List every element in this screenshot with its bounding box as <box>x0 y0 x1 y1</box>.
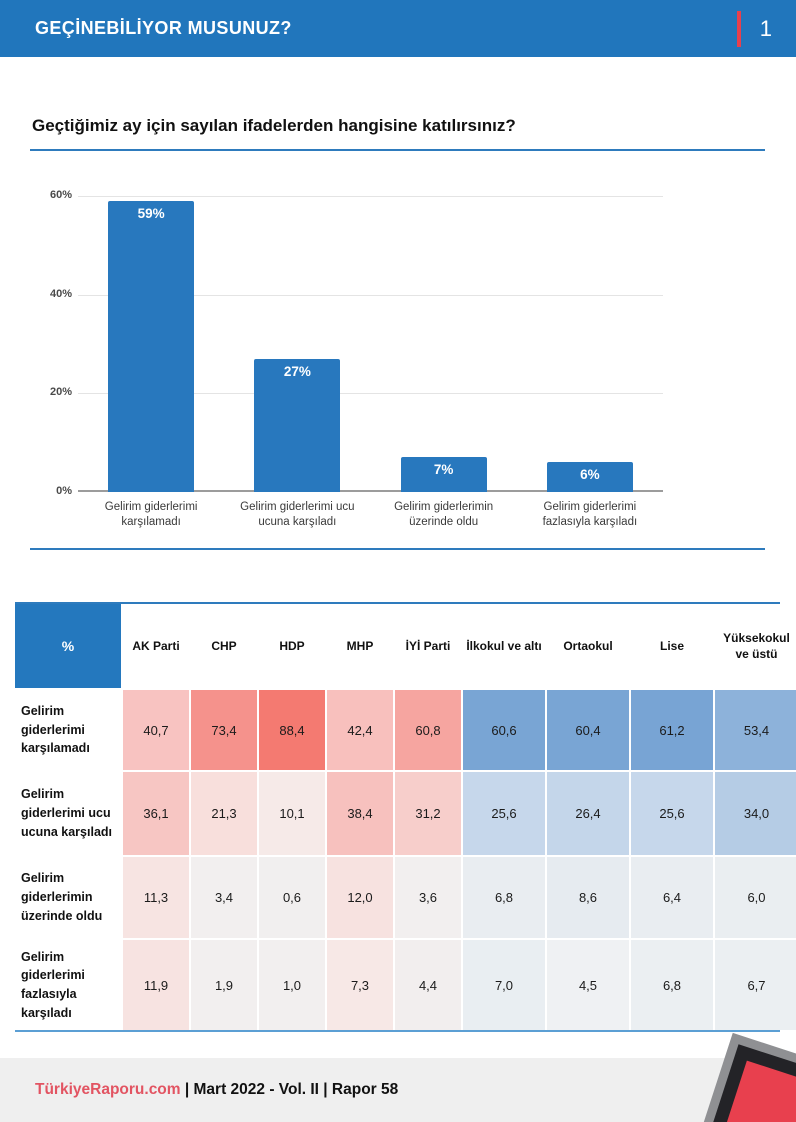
footer-bar <box>0 1058 796 1122</box>
bar-1 <box>108 201 194 492</box>
table-cell: 7,0 <box>463 940 545 1030</box>
table-cell: 88,4 <box>259 690 325 770</box>
table-cell: 60,8 <box>395 690 461 770</box>
x-tick-label: Gelirim giderlerimi karşılamadı <box>104 501 198 528</box>
table-cell: 38,4 <box>327 772 393 855</box>
bar-2 <box>254 359 340 492</box>
column-header: MHP <box>327 604 393 688</box>
bar-slot <box>371 196 517 492</box>
column-header: İYİ Parti <box>395 604 461 688</box>
footer-meta: | Mart 2022 - Vol. II | Rapor 58 <box>180 1081 399 1098</box>
table-cell: 8,6 <box>547 857 629 938</box>
column-header: HDP <box>259 604 325 688</box>
table-cell: 6,8 <box>631 940 713 1030</box>
bar-slot <box>224 196 370 492</box>
table-cell: 21,3 <box>191 772 257 855</box>
footer-text <box>35 1081 398 1099</box>
table-cell: 36,1 <box>123 772 189 855</box>
x-tick-label: Gelirim giderlerimin üzerinde oldu <box>394 501 494 528</box>
header-right <box>737 0 778 57</box>
footer-brand-link[interactable]: TürkiyeRaporu.com <box>35 1081 181 1098</box>
table-cell: 26,4 <box>547 772 629 855</box>
crosstab-table <box>15 602 790 1032</box>
table-cell: 4,4 <box>395 940 461 1030</box>
header-red-divider <box>737 11 741 47</box>
question-title: Geçtiğimiz ay için sayılan ifadelerden hangisine katılırsınız? <box>32 116 516 135</box>
x-tick-label: Gelirim giderlerimi fazlasıyla karşıladı <box>542 501 638 528</box>
bar-slot <box>517 196 663 492</box>
table-cell: 25,6 <box>631 772 713 855</box>
column-header: Yüksekokul ve üstü <box>715 604 796 688</box>
row-label: Gelirim giderlerimi ucu ucuna karşıladı <box>15 772 121 855</box>
table-cell: 42,4 <box>327 690 393 770</box>
table-cell: 11,3 <box>123 857 189 938</box>
table-cell: 73,4 <box>191 690 257 770</box>
table-corner-cell: % <box>15 604 121 688</box>
column-header: İlkokul ve altı <box>463 604 545 688</box>
table-cell: 53,4 <box>715 690 796 770</box>
row-label: Gelirim giderlerimin üzerinde oldu <box>15 857 121 938</box>
table-cell: 10,1 <box>259 772 325 855</box>
table-cell: 60,6 <box>463 690 545 770</box>
bar-value-label: 27% <box>283 363 311 379</box>
bar-chart <box>30 170 765 545</box>
table-cell: 1,0 <box>259 940 325 1030</box>
bar-slot <box>78 196 224 492</box>
bar-value-label: 59% <box>137 205 165 221</box>
table-cell: 25,6 <box>463 772 545 855</box>
table-cell: 6,7 <box>715 940 796 1030</box>
row-label: Gelirim giderlerimi fazlasıyla karşıladı <box>15 940 121 1030</box>
table-cell: 6,8 <box>463 857 545 938</box>
bar-4 <box>547 462 633 492</box>
x-tick-label: Gelirim giderlerimi ucu ucuna karşıladı <box>240 501 355 528</box>
logo-black-layer <box>708 1044 796 1122</box>
table-cell: 31,2 <box>395 772 461 855</box>
table-cell: 1,9 <box>191 940 257 1030</box>
y-tick-label: 0% <box>56 485 72 497</box>
logo-red-layer <box>725 1061 796 1122</box>
y-tick-label: 20% <box>49 386 72 399</box>
table-cell: 34,0 <box>715 772 796 855</box>
header-title: GEÇİNEBİLİYOR MUSUNUZ? <box>35 18 292 38</box>
header-bar <box>0 0 796 57</box>
table-cell: 6,0 <box>715 857 796 938</box>
turkiyeraporu-logo <box>697 1033 796 1122</box>
chart-bottom-rule <box>30 548 765 550</box>
bar-value-label: 6% <box>580 467 600 483</box>
table-cell: 0,6 <box>259 857 325 938</box>
table-cell: 12,0 <box>327 857 393 938</box>
x-axis-labels <box>78 500 663 530</box>
column-header: Lise <box>631 604 713 688</box>
bar-chart-plot <box>78 196 663 492</box>
row-label: Gelirim giderlerimi karşılamadı <box>15 690 121 770</box>
column-header: CHP <box>191 604 257 688</box>
table-cell: 7,3 <box>327 940 393 1030</box>
table-cell: 60,4 <box>547 690 629 770</box>
table-cell: 3,6 <box>395 857 461 938</box>
y-tick-label: 60% <box>49 189 72 201</box>
table-cell: 11,9 <box>123 940 189 1030</box>
title-underline <box>30 149 765 151</box>
table-cell: 4,5 <box>547 940 629 1030</box>
table-cell: 6,4 <box>631 857 713 938</box>
table-cell: 61,2 <box>631 690 713 770</box>
table-cell: 40,7 <box>123 690 189 770</box>
bar-3 <box>401 457 487 492</box>
bar-value-label: 7% <box>433 462 454 478</box>
column-header: Ortaokul <box>547 604 629 688</box>
page-number: 1 <box>759 15 772 41</box>
column-header: AK Parti <box>123 604 189 688</box>
table-cell: 3,4 <box>191 857 257 938</box>
y-tick-label: 40% <box>49 287 72 300</box>
